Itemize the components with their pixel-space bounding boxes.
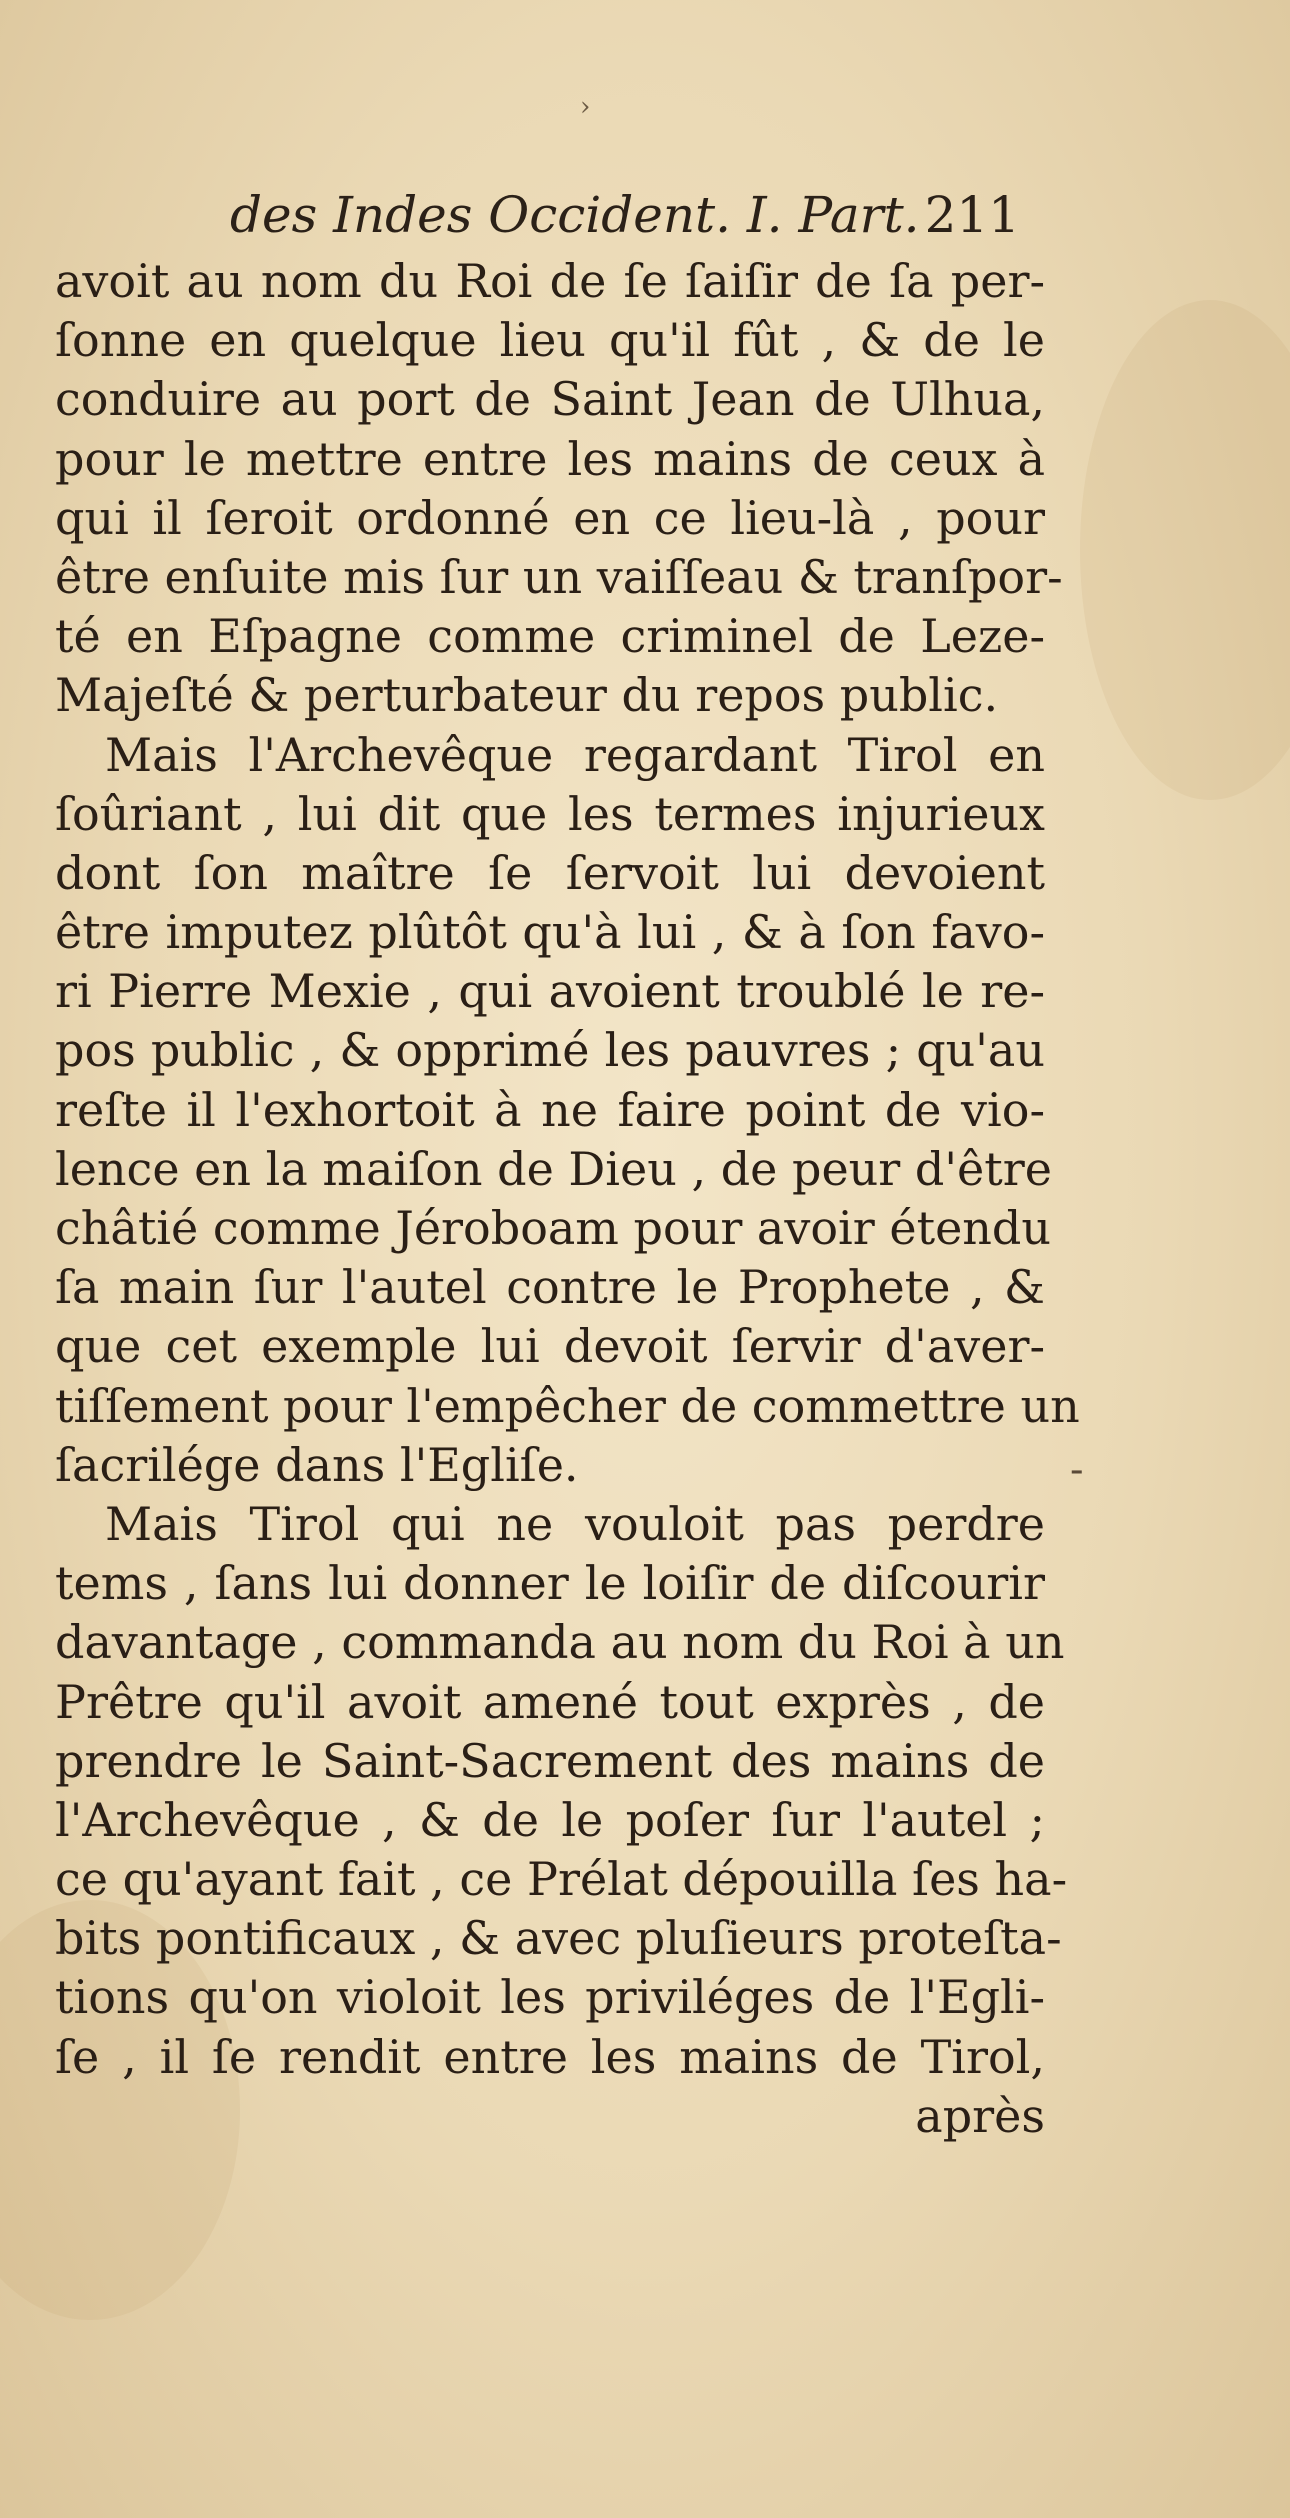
text-line: ſa main ſur l'autel contre le Prophete , & — [55, 1260, 1045, 1315]
text-line: prendre le Saint-Sacrement des mains de — [55, 1733, 1045, 1788]
paragraph-start-line: Mais Tirol qui ne vouloit pas perdre — [105, 1496, 1045, 1551]
text-line: que cet exemple lui devoit ſervir d'aver- — [55, 1319, 1045, 1374]
running-title: des Indes Occident. I. Part. — [230, 186, 920, 244]
text-line: ce qu'ayant fait , ce Prélat dépouilla ſes ha- — [55, 1852, 1068, 1907]
top-mark: › — [580, 92, 591, 122]
text-line: être enſuite mis ſur un vaiſſeau & tranſpor- — [55, 549, 1063, 604]
text-line: tems , ſans lui donner le loiſir de diſcourir — [55, 1556, 1045, 1611]
text-line: ri Pierre Mexie , qui avoient troublé le re- — [55, 964, 1045, 1019]
page-number: 211 — [924, 186, 1020, 244]
text-line: davantage , commanda au nom du Roi à un — [55, 1615, 1065, 1670]
text-line: l'Archevêque , & de le poſer ſur l'autel ; — [55, 1792, 1045, 1847]
text-line: Prêtre qu'il avoit amené tout exprès , de — [55, 1674, 1045, 1729]
text-line: ſe , il ſe rendit entre les mains de Tirol, — [55, 2029, 1045, 2084]
text-line: pour le mettre entre les mains de ceux à — [55, 431, 1045, 486]
text-line: reſte il l'exhortoit à ne faire point de vio- — [55, 1082, 1045, 1137]
text-line: châtié comme Jéroboam pour avoir étendu — [55, 1201, 1051, 1255]
text-line: être imputez plûtôt qu'à lui , & à ſon favo- — [55, 905, 1045, 960]
text-line: té en Eſpagne comme criminel de Leze- — [55, 609, 1045, 664]
paper-stain — [1080, 300, 1290, 800]
text-line: qui il ſeroit ordonné en ce lieu-là , pour — [55, 490, 1045, 545]
text-line: tiſſement pour l'empêcher de commettre un — [55, 1378, 1080, 1433]
text-line: avoit au nom du Roi de ſe ſaiſir de ſa per- — [55, 254, 1045, 308]
text-line: Majeſté & perturbateur du repos public. — [55, 668, 999, 723]
text-line: dont ſon maître ſe ſervoit lui devoient — [55, 845, 1045, 900]
body-text — [55, 252, 1080, 2146]
text-line: ſonne en quelque lieu qu'il fût , & de le — [55, 313, 1045, 368]
catchword: après — [915, 2088, 1045, 2143]
margin-mark: - — [1070, 1447, 1084, 1493]
text-line: bits pontificaux , & avec pluſieurs proteſta- — [55, 1911, 1062, 1966]
text-line: lence en la maiſon de Dieu , de peur d'être — [55, 1141, 1052, 1196]
text-line: pos public , & opprimé les pauvres ; qu'au — [55, 1023, 1045, 1078]
page-header — [230, 180, 1020, 250]
text-line: tions qu'on violoit les priviléges de l'Egli- — [55, 1970, 1045, 2025]
paragraph-start-line: Mais l'Archevêque regardant Tirol en — [105, 727, 1045, 782]
text-line: ſoûriant , lui dit que les termes injurieux — [55, 786, 1045, 841]
text-line: ſacrilége dans l'Egliſe. — [55, 1437, 579, 1492]
text-line: conduire au port de Saint Jean de Ulhua, — [55, 372, 1045, 427]
